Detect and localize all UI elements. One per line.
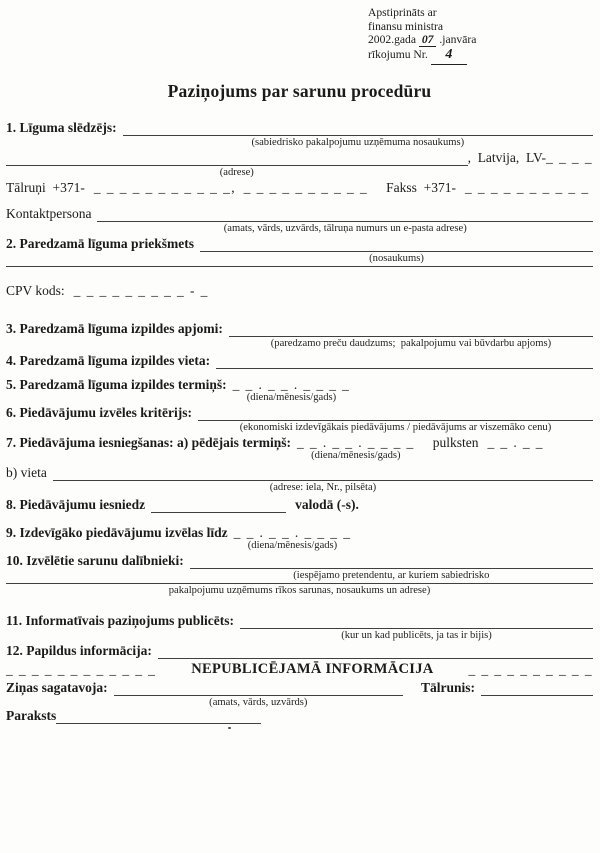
blank-line-wrap — [6, 150, 468, 178]
field-hint: (diena/mēnesis/gads) — [246, 391, 337, 403]
field-additional-info — [6, 643, 593, 659]
blank-line-wrap — [190, 553, 593, 581]
approval-line-4 — [368, 47, 593, 65]
field-hint: (amats, vārds, uzvārds) — [209, 697, 308, 709]
approval-line-3 — [368, 33, 593, 47]
blank-line — [114, 680, 403, 696]
approval-line-2: finansu ministra — [368, 19, 444, 33]
phone-dashes-1: _ _ _ _ _ _ _ _ _ _ _ — [93, 179, 232, 195]
field-label: 9. Izdevīgāko piedāvājumu izvēlas līdz — [6, 524, 228, 540]
field-label: 7. Piedāvājuma iesniegšanas: a) pēdējais termiņš: — [6, 434, 291, 450]
date-dashes: _ _ . _ _ . _ _ _ _ — [233, 524, 352, 540]
blank-line-wrap — [114, 680, 403, 709]
divider-dashes-left: _ _ _ _ _ _ _ _ _ _ _ _ — [6, 662, 157, 678]
unpublished-info-divider — [6, 661, 593, 678]
field-hint: (diena/mēnesis/gads) — [311, 449, 401, 461]
field-prepared-by — [6, 680, 593, 709]
field-hint: (adrese) — [219, 166, 254, 178]
blank-line — [200, 236, 593, 252]
scan-artifact — [228, 724, 593, 729]
field-label: 12. Papildus informācija: — [6, 643, 152, 659]
unpublished-info-title: NEPUBLICĒJAMĀ INFORMĀCIJA — [191, 661, 434, 678]
field-label: Kontaktpersona — [6, 205, 92, 221]
approval-date-handwritten: 07 — [419, 33, 437, 47]
field-suffix: valodā (-s). — [295, 496, 359, 512]
field-label: CPV kods: — [6, 282, 65, 298]
field-phones — [6, 180, 593, 196]
field-submission-language — [6, 497, 593, 513]
phone-label: Tālruņi +371- — [6, 179, 85, 195]
field-best-offer-date — [6, 524, 593, 551]
field-cpv-code — [6, 283, 593, 299]
approval-block — [368, 4, 593, 65]
field-submission-place — [6, 464, 593, 493]
scan-artifact-dot — [228, 727, 231, 730]
field-label: 8. Piedāvājumu iesniedz — [6, 496, 146, 512]
address-country-label: , Latvija, LV- — [467, 149, 547, 165]
field-address — [6, 149, 593, 178]
blank-line — [158, 643, 593, 659]
blank-line — [97, 206, 593, 222]
date-dashes-wrap — [233, 524, 352, 551]
field-label: 6. Piedāvājumu izvēles kritērijs: — [6, 404, 192, 420]
field-contract-deadline — [6, 376, 593, 403]
phone-label: Tālrunis: — [420, 680, 475, 696]
blank-line-wrap — [53, 465, 593, 493]
field-label: 1. Līguma slēdzējs: — [6, 119, 117, 135]
blank-line — [151, 497, 286, 513]
blank-line-wrap — [123, 120, 593, 148]
field-contracting-party — [6, 119, 593, 148]
field-contact-person — [6, 205, 593, 234]
field-contract-place — [6, 353, 593, 369]
date-dashes-wrap — [232, 376, 351, 403]
field-hint: (amats, vārds, uzvārds, tālruņa numurs un e-pasta adrese) — [223, 222, 467, 234]
time-label: pulksten — [432, 434, 479, 450]
blank-line — [56, 708, 261, 724]
blank-line-wrap — [198, 405, 593, 433]
approval-line-1: Apstiprināts ar — [368, 6, 437, 19]
field-label: 11. Informatīvais paziņojums publicēts: — [6, 613, 235, 629]
field-informative-notice — [6, 613, 593, 642]
date-dashes: _ _ . _ _ . _ _ _ _ — [296, 434, 415, 450]
field-hint-continued: pakalpojumu uzņēmums rīkos sarunas, nosaukums un adrese) — [168, 584, 431, 596]
field-label: b) vieta — [6, 464, 47, 480]
field-hint: (paredzamo preču daudzums; pakalpojumu vai būvdarbu apjoms) — [270, 337, 552, 349]
cpv-dashes: _ _ _ _ _ _ _ _ _ - _ — [73, 282, 209, 298]
field-label: 3. Paredzamā līguma izpildes apjomi: — [6, 320, 223, 336]
field-contract-subject — [6, 235, 593, 264]
blank-line-wrap — [229, 321, 593, 349]
blank-line-wrap — [200, 236, 593, 264]
field-hint: (ekonomiski izdevīgākais piedāvājums / piedāvājums ar viszemāko cenu) — [239, 421, 552, 433]
blank-line — [53, 465, 593, 481]
fax-dashes: _ _ _ _ _ _ _ _ _ _ — [465, 179, 590, 195]
blank-line-wrap — [97, 206, 593, 234]
blank-line — [240, 613, 593, 629]
field-submission-deadline — [6, 434, 593, 461]
postal-code-dashes: _ _ _ _ — [546, 149, 593, 165]
field-selection-criteria — [6, 404, 593, 433]
time-dashes: _ _ . _ _ — [487, 434, 544, 450]
field-label: 4. Paredzamā līguma izpildes vieta: — [6, 352, 211, 368]
fax-label: Fakss +371- — [386, 179, 456, 195]
blank-line — [198, 405, 593, 421]
field-hint: (iespējamo pretendentu, ar kuriem sabiedrisko — [293, 569, 490, 581]
divider-dashes-right: _ _ _ _ _ _ _ _ _ _ — [468, 662, 593, 678]
blank-line — [6, 150, 468, 166]
approval-number-prefix: rīkojumu Nr. — [368, 48, 431, 62]
field-label: 2. Paredzamā līguma priekšmets — [6, 235, 194, 251]
field-signature — [6, 708, 593, 724]
field-hint: (kur un kad publicēts, ja tas ir bijis) — [341, 630, 492, 642]
phone-dashes-2: _ _ _ _ _ _ _ _ _ _ — [243, 179, 369, 195]
blank-line — [216, 353, 593, 369]
field-hint: (adrese: iela, Nr., pilsēta) — [269, 481, 377, 493]
blank-line — [190, 553, 593, 569]
field-hint: (sabiedrisko pakalpojumu uzņēmuma nosaukums) — [251, 136, 465, 148]
field-hint: (nosaukums) — [369, 252, 424, 264]
field-label: Paraksts — [6, 708, 57, 724]
approval-date-suffix: .janvāra — [436, 33, 477, 47]
blank-line — [481, 680, 593, 696]
date-dashes: _ _ . _ _ . _ _ _ _ — [232, 376, 351, 392]
blank-line-wrap — [240, 613, 593, 642]
blank-line — [229, 321, 593, 337]
field-selected-participants — [6, 552, 593, 581]
field-label: Ziņas sagatavoja: — [6, 680, 108, 696]
field-label: 10. Izvēlētie sarunu dalībnieki: — [6, 552, 184, 568]
field-hint: (diena/mēnesis/gads) — [247, 539, 338, 551]
date-dashes-wrap — [296, 434, 415, 461]
field-label: 5. Paredzamā līguma izpildes termiņš: — [6, 376, 227, 392]
form-title: Paziņojums par sarunu procedūru — [167, 80, 432, 101]
horizontal-rule — [6, 266, 593, 267]
field-contract-volume — [6, 320, 593, 349]
horizontal-rule — [6, 583, 593, 584]
phone-comma: , — [231, 179, 235, 195]
approval-date-prefix: 2002.gada — [368, 33, 419, 47]
approval-number-handwritten: 4 — [431, 47, 467, 65]
blank-line — [123, 120, 593, 136]
